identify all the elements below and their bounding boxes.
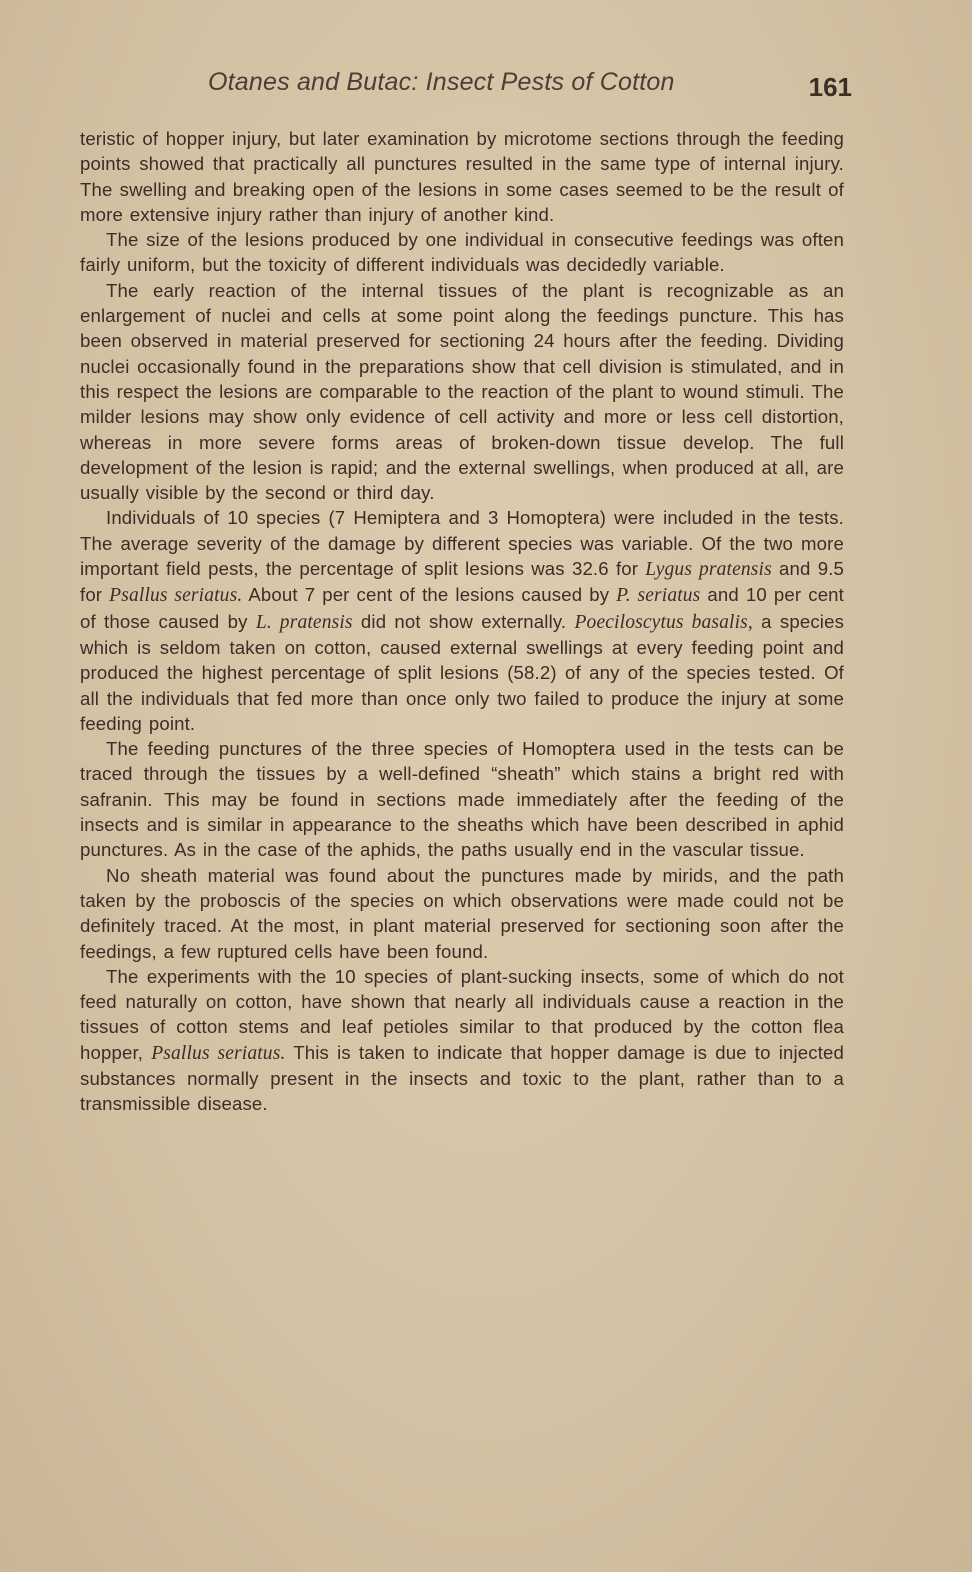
paragraph-text: The experiments with the 10 species of plant-sucking insects, some of which do not feed naturally on cotton, have shown that nearly all individuals cause a reaction in the tissues of cotton stems and leaf petioles similar to that produced by the cotton flea hopper, xyxy=(80,965,844,1063)
paragraph-text: teristic of hopper injury, but later examination by microtome sections through the feeding points showed that practically all punctures resulted in the same type of internal injury. The swelling and breaking open of the lesions in some cases seemed to be the result of more extensive injury rather than injury of another kind. xyxy=(80,128,844,225)
paragraph xyxy=(80,736,844,862)
page-number: 161 xyxy=(808,72,852,102)
paragraph xyxy=(80,964,844,1117)
paragraph xyxy=(80,227,844,278)
paragraph xyxy=(80,126,844,227)
paragraph xyxy=(80,505,844,736)
paragraph-text: and 9.5 for xyxy=(80,558,845,606)
paragraph-text: Individuals of 10 species (7 Hemiptera and 3 Homoptera) were included in the tests. The average severity of the damage by different species was variable. Of the two more important field pests, the percentage of split lesions was 32.6 for xyxy=(80,507,844,580)
paragraph-text: About 7 per cent of the lesions caused by xyxy=(242,584,617,606)
body-text xyxy=(80,126,844,1117)
running-title: Otanes and Butac: Insect Pests of Cotton xyxy=(208,68,675,96)
paragraph-text: The feeding punctures of the three species of Homoptera used in the tests can be traced through the tissues by a well-defined “sheath” which stains a bright red with safranin. This may be found in sections made immediately after the feeding of the insects and is similar in appearance to the sheaths which have been described in aphid punctures. As in the case of the aphids, the paths usually end in the vascular tissue. xyxy=(80,738,844,861)
species-name: Psallus seriatus. xyxy=(151,1042,286,1064)
paragraph xyxy=(80,863,844,964)
species-name: Poeciloscytus basalis, xyxy=(574,611,753,633)
species-name: P. seriatus xyxy=(616,585,701,607)
paragraph-text: No sheath material was found about the punctures made by mirids, and the path taken by the proboscis of the species on which observations were made could not be definitely traced. At the most, in plant material preserved for sectioning soon after the feedings, a few ruptured cells have been found. xyxy=(80,864,844,962)
paragraph-text: The size of the lesions produced by one individual in consecutive feedings was often fairly uniform, but the toxicity of different individuals was decidedly variable. xyxy=(80,229,844,276)
paragraph-text: did not show externally. xyxy=(352,610,575,632)
species-name: L. pratensis xyxy=(255,611,353,633)
paragraph-text: This is taken to indicate that hopper damage is due to injected substances normally present in the insects and toxic to the plant, rather than to a transmissible disease. xyxy=(80,1041,845,1115)
species-name: Psallus seriatus. xyxy=(109,585,243,607)
paragraph-text: a species which is seldom taken on cotton, caused external swellings at every feeding point and produced the highest percentage of split lesions (58.2) of any of the species tested. Of all the individuals that fed more than once only two failed to produce the injury at some feeding point. xyxy=(80,610,845,734)
paragraph-text: The early reaction of the internal tissues of the plant is recognizable as an enlargement of nuclei and cells at some point along the feedings puncture. This has been observed in material preserved for sectioning 24 hours after the feeding. Dividing nuclei occasionally found in the preparations show that cell division is stimulated, and in this respect the lesions are comparable to the reaction of the plant to wound stimuli. The milder lesions may show only evidence of cell activity and more or less cell distortion, whereas in more severe forms areas of broken-down tissue develop. The full development of the lesion is rapid; and the external swellings, when produced at all, are usually visible by the second or third day. xyxy=(80,279,844,504)
species-name: Lygus pratensis xyxy=(645,559,772,581)
page-header xyxy=(80,64,852,104)
paragraph-text: and 10 per cent of those caused by xyxy=(80,584,844,632)
paragraph xyxy=(80,278,844,506)
